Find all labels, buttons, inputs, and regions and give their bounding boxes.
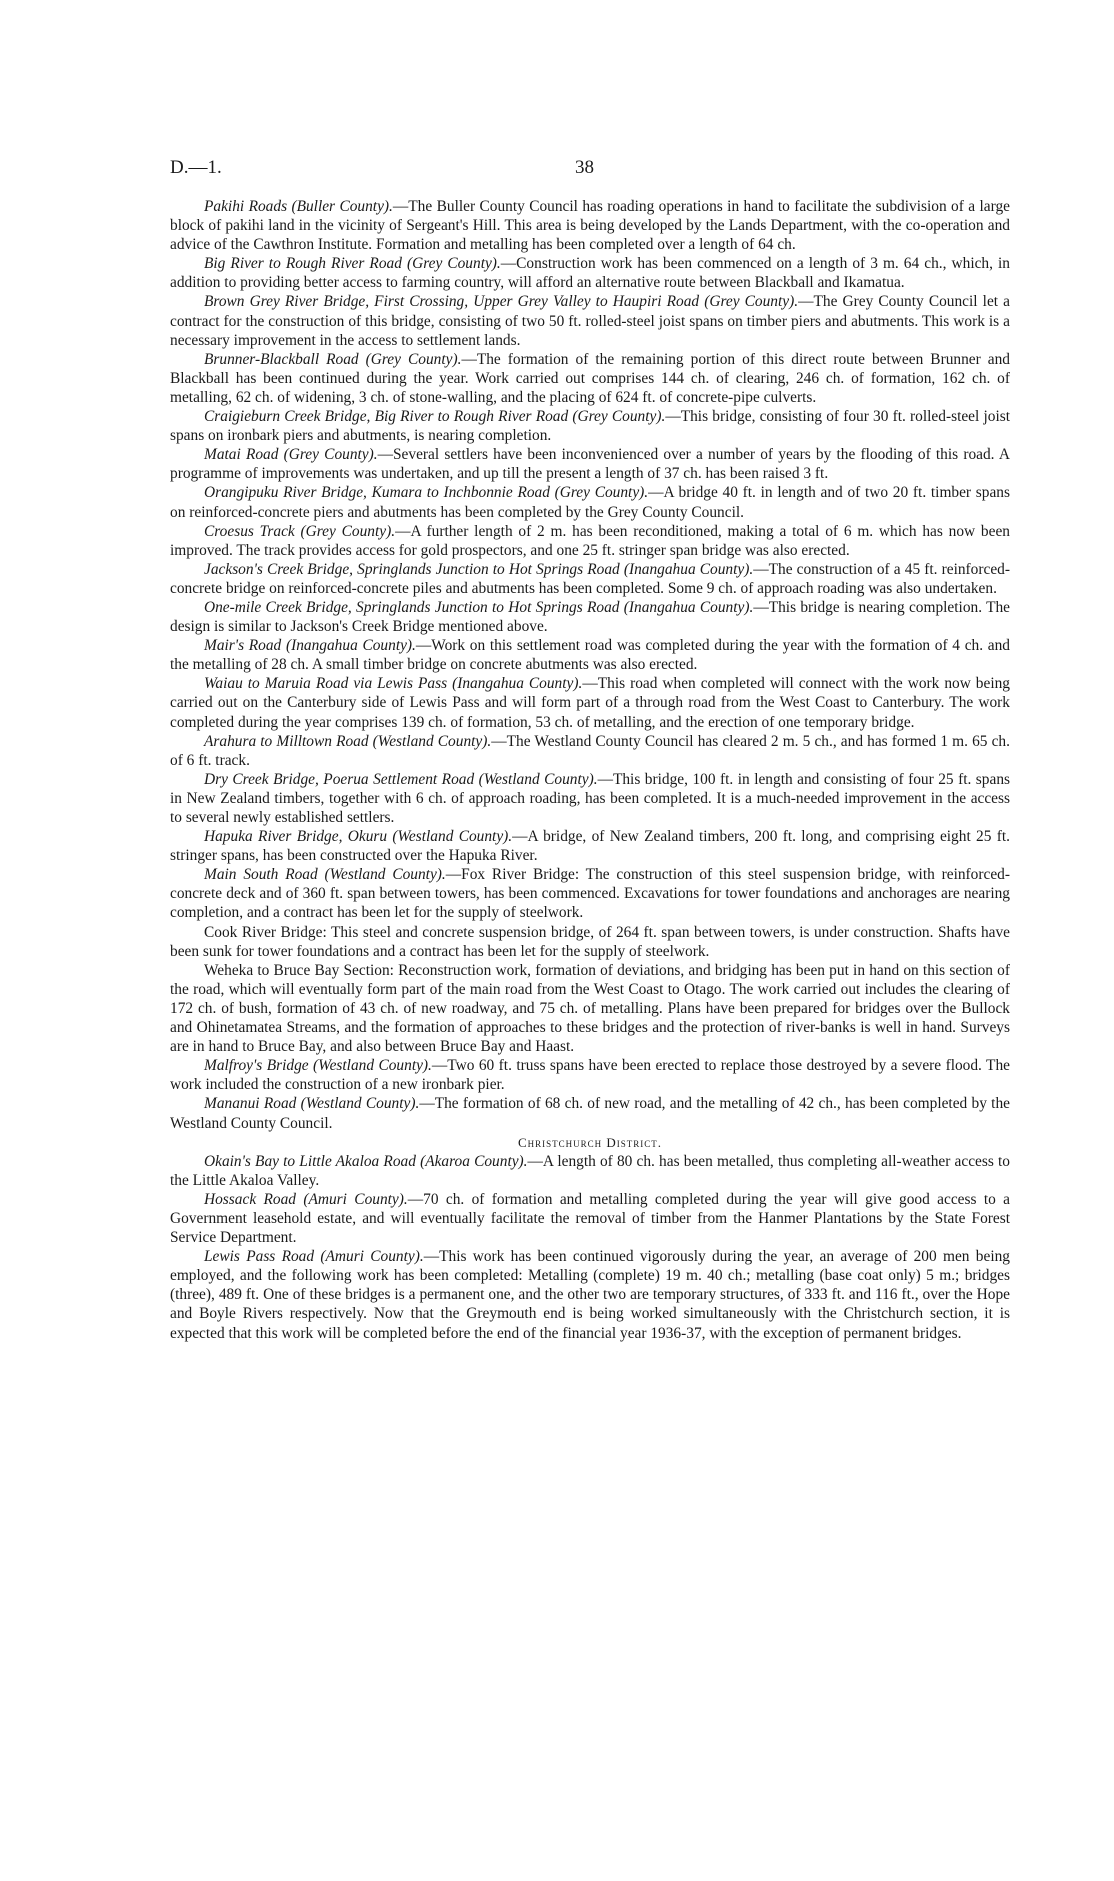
section-heading: Christchurch District. [517,1134,663,1150]
paragraph-text: —Several settlers have been inconvenienced over a number of years by the flooding of this road. A programme of improvements was undertaken, and up till the present a length of 37 ch. has been raised 3 ft. [170,446,1010,483]
paragraph [170,522,1010,560]
paragraph [170,961,1010,1056]
paragraph-text: —This bridge, consisting of four 30 ft. rolled-steel joist spans on ironbark piers and abutments, is nearing completion. [170,408,1010,445]
paragraph-heading: One-mile Creek Bridge, Springlands Junction to Hot Springs Road (Inangahua County). [204,598,754,616]
paragraph [170,292,1010,349]
paragraph [170,483,1010,521]
paragraph-text: —A bridge, of New Zealand timbers, 200 ft. long, and comprising eight 25 ft. stringer spans, has been constructed over the Hapuka River. [170,828,1010,865]
paragraph-text: —The Westland County Council has cleared 2 m. 5 ch., and has formed 1 m. 65 ch. of 6 ft. track. [170,732,1010,769]
paragraph-text: —Two 60 ft. truss spans have been erected to replace those destroyed by a severe flood. The work included the construction of a new ironbark pier. [170,1057,1010,1094]
paragraph [170,197,1010,254]
paragraph-text: —Fox River Bridge: The construction of this steel suspension bridge, with reinforced-concrete deck and of 360 ft. span between towers, has been commenced. Excavations for tower foundations and anchorages are nearing completion, and a contract has been let for the supply of steelwork. [170,866,1010,922]
document-reference: D.—1. [170,157,222,178]
paragraph [170,923,1010,961]
paragraph-text: —The formation of the remaining portion of this direct route between Brunner and Blackball has been continued during the year. Work carried out comprises 144 ch. of clearing, 246 ch. of formation, 162 ch. of metalling, 62 ch. of widening, 3 ch. of stone-walling, and the placing of 624 ft. of concrete-pipe culverts. [170,350,1010,406]
paragraph-text: —This bridge is nearing completion. The design is similar to Jackson's Creek Bridge mentioned above. [170,598,1010,636]
paragraph-heading: Hossack Road (Amuri County). [204,1190,408,1208]
paragraph-heading: Croesus Track (Grey County). [204,522,396,540]
paragraph-heading: Orangipuku River Bridge, Kumara to Inchbonnie Road (Grey County). [204,484,649,502]
paragraph-heading: Okain's Bay to Little Akaloa Road (Akaroa County). [204,1152,528,1170]
paragraph [170,1190,1010,1247]
paragraph-text: —The formation of 68 ch. of new road, and the metalling of 42 ch., has been completed by the Westland County Council. [170,1095,1010,1132]
paragraph-text: —The Grey County Council let a contract for the construction of this bridge, consisting of two 50 ft. rolled-steel joist spans on timber piers and abutments. This work is a necessary improvement in the access to settlement lands. [170,293,1010,349]
paragraph-text: —This road when completed will connect with the work now being carried out on the Canterbury side of Lewis Pass and will form part of a through road from the West Coast to Canterbury. The work completed during the year comprises 139 ch. of formation, 53 ch. of metalling, and the erection of one temporary bridge. [170,675,1010,731]
paragraph-heading: Waiau to Maruia Road via Lewis Pass (Inangahua County). [204,675,583,693]
paragraph-text: —The Buller County Council has roading operations in hand to facilitate the subdivision of a large block of pakihi land in the vicinity of Sergeant's Hill. This area is being developed by the Lands Department, with the co-operation and advice of the Cawthron Institute. Formation and metalling has been completed over a length of 64 ch. [170,198,1010,254]
paragraph-heading: Main South Road (Westland County). [204,866,446,884]
paragraph-text: —A bridge 40 ft. in length and of two 20 ft. timber spans on reinforced-concrete piers and abutments has been completed by the Grey County Council. [170,484,1010,521]
paragraph [170,827,1010,865]
paragraph-heading: Hapuka River Bridge, Okuru (Westland County). [204,828,513,846]
paragraph-heading: Mananui Road (Westland County). [204,1095,420,1113]
paragraph [170,560,1010,598]
paragraph-heading: Pakihi Roads (Buller County). [204,198,393,215]
paragraph-heading: Jackson's Creek Bridge, Springlands Junction to Hot Springs Road (Inangahua County). [204,560,754,578]
page-number: 38 [575,157,594,178]
paragraph [170,350,1010,407]
paragraph-heading: Dry Creek Bridge, Poerua Settlement Road (Westland County). [204,770,598,788]
paragraph [170,674,1010,731]
paragraph [170,445,1010,483]
paragraph-text: —Construction work has been commenced on a length of 3 m. 64 ch., which, in addition to providing better access to farming country, will afford an alternative route between Blackball and Ikamatua. [170,255,1010,292]
paragraph-heading: Matai Road (Grey County). [204,446,378,464]
body-text [170,197,1010,1343]
paragraph [170,1094,1010,1132]
paragraph [170,1247,1010,1342]
paragraph-heading: Brunner-Blackball Road (Grey County). [204,350,462,368]
paragraph-text: —The construction of a 45 ft. reinforced-concrete bridge on reinforced-concrete piles and abutments has been completed. Some 9 ch. of approach roading was also undertaken. [170,560,1010,597]
paragraph-text: —This work has been continued vigorously during the year, an average of 200 men being employed, and the following work has been completed: Metalling (complete) 19 m. 40 ch.; metalling (base coat only) 5 m.; bridges (three), 489 ft. One of these bridges is a permanent one, and the other two are temporary structures, of 333 ft. and 116 ft., over the Hope and Boyle Rivers respectively. Now that the Greymouth end is being worked simultaneously with the Christchurch section, it is expected that this work will be completed before the end of the financial year 1936-37, with the exception of permanent bridges. [170,1248,1010,1342]
paragraph-heading: Arahura to Milltown Road (Westland County). [204,732,492,750]
paragraph [170,254,1010,292]
paragraph-text: —Work on this settlement road was completed during the year with the formation of 4 ch. and the metalling of 28 ch. A small timber bridge on concrete abutments was also erected. [170,637,1010,674]
paragraph-text: —70 ch. of formation and metalling completed during the year will give good access to a Government leasehold estate, and will eventually facilitate the removal of timber from the Hanmer Plantations by the State Forest Service Department. [170,1190,1010,1247]
paragraph-text: Weheka to Bruce Bay Section: Reconstruction work, formation of deviations, and bridging has been put in hand on this section of the road, which will eventually form part of the main road from the West Coast to Otago. The work carried out includes the clearing of 172 ch. of bush, formation of 43 ch. of new roadway, and 75 ch. of metalling. Plans have been prepared for bridges over the Bullock and Ohinetamatea Streams, and the formation of approaches to these bridges and the protection of river-banks is well in hand. Surveys are in hand to Bruce Bay, and also between Bruce Bay and Haast. [170,961,1010,1056]
paragraph [170,1056,1010,1094]
paragraph [170,770,1010,827]
paragraph-text: Cook River Bridge: This steel and concrete suspension bridge, of 264 ft. span between towers, is under construction. Shafts have been sunk for tower foundations and a contract has been let for the supply of steelwork. [170,923,1010,960]
paragraph [170,1152,1010,1190]
paragraph [170,636,1010,674]
paragraph-heading: Malfroy's Bridge (Westland County). [204,1057,432,1075]
paragraph-heading: Lewis Pass Road (Amuri County). [204,1248,424,1266]
paragraph-text: —This bridge, 100 ft. in length and consisting of four 25 ft. spans in New Zealand timbers, together with 6 ch. of approach roading, has been completed. It is a much-needed improvement in the access to several newly established settlers. [170,770,1010,826]
paragraph [170,732,1010,770]
paragraph-heading: Mair's Road (Inangahua County). [204,637,416,655]
paragraph [170,598,1010,636]
paragraph [170,407,1010,445]
paragraph-heading: Craigieburn Creek Bridge, Big River to Rough River Road (Grey County). [204,408,666,426]
paragraph-heading: Brown Grey River Bridge, First Crossing, Upper Grey Valley to Haupiri Road (Grey County). [204,293,799,311]
paragraph-text: —A length of 80 ch. has been metalled, thus completing all-weather access to the Little Akaloa Valley. [170,1152,1010,1189]
paragraph-heading: Big River to Rough River Road (Grey County). [204,255,501,273]
paragraph-text: —A further length of 2 m. has been reconditioned, making a total of 6 m. which has now been improved. The track provides access for gold prospectors, and one 25 ft. stringer span bridge was also erected. [170,522,1010,559]
paragraph [170,865,1010,922]
